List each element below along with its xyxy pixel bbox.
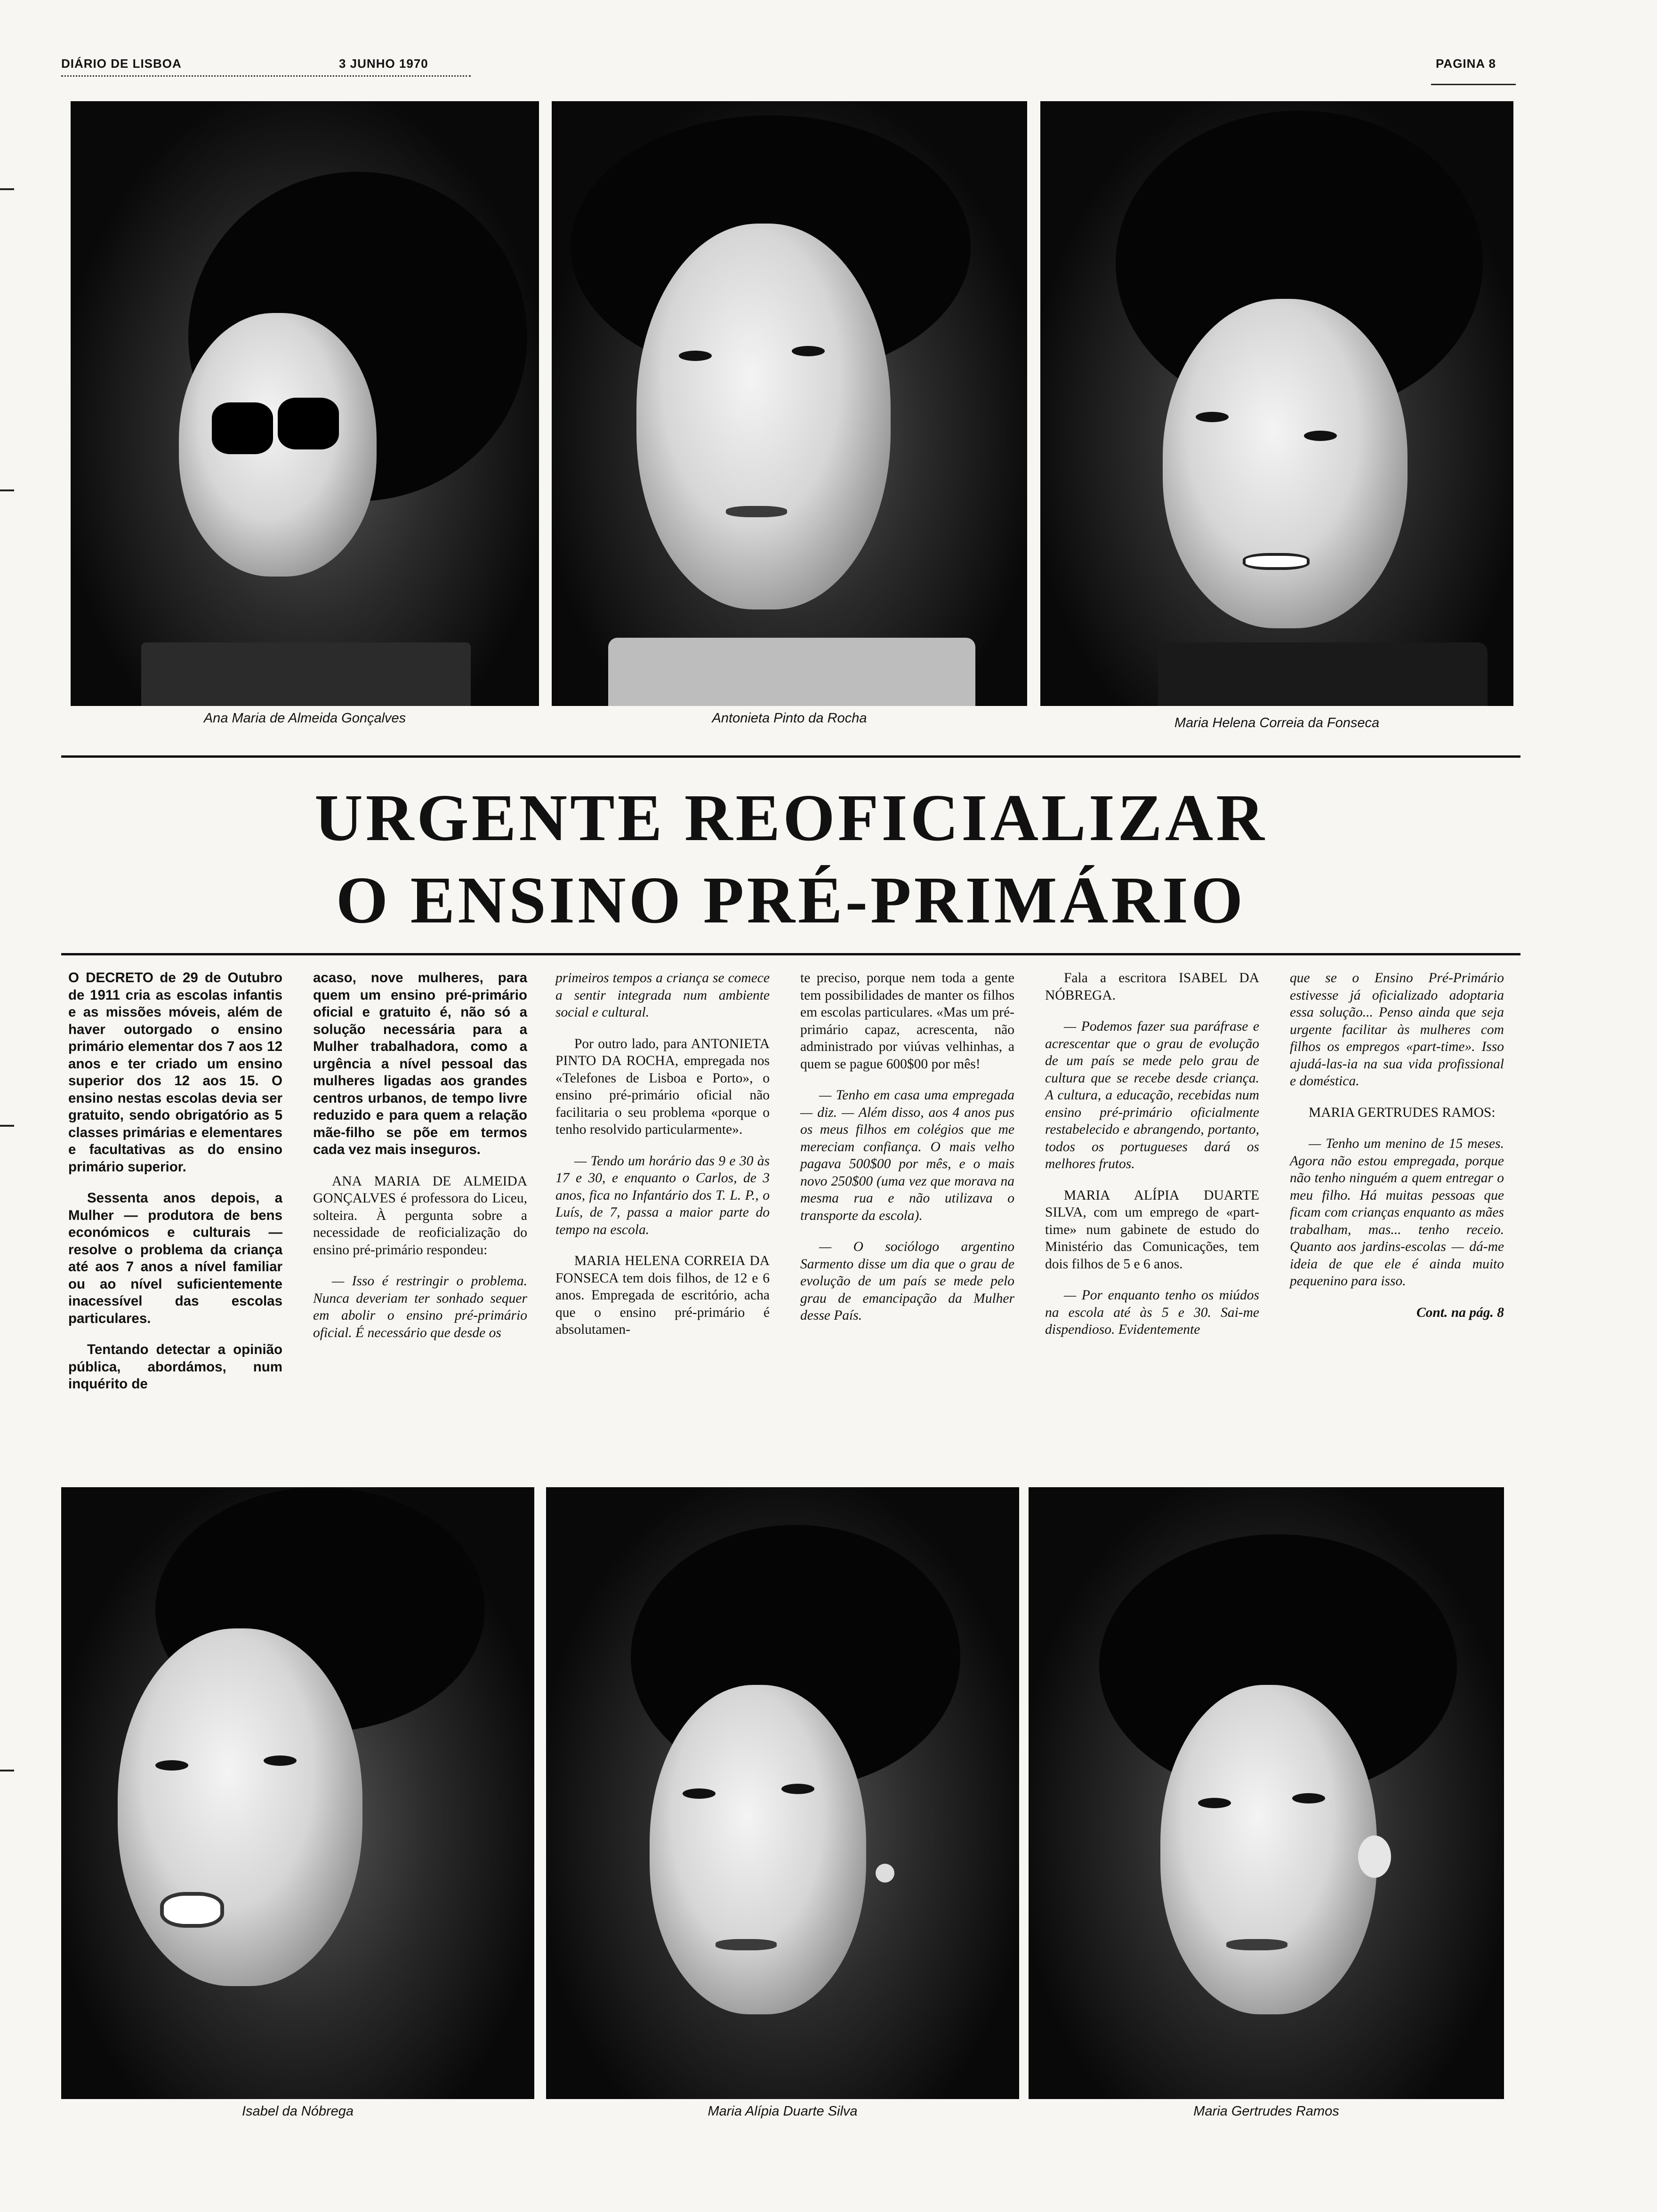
article-text: empregada nos «Telefones de Lisboa e Porto», o ensino pré-primário oficial não facilitaria o seu problema «porque o tenho resolvido particularmente». xyxy=(555,1053,770,1137)
article-text: Sessenta anos depois, a Mulher — produtora de bens económicos e culturais — resolve o problema da criança até aos 7 anos a nível familiar ou ao nível suficientemente inacessível das escolas particulares. xyxy=(68,1190,282,1326)
portrait-photo xyxy=(71,101,539,706)
interviewee-name: ISABEL DA NÓBREGA. xyxy=(1045,970,1260,1003)
article-text: Tentando detectar a opinião pública, abordámos, num inquérito de xyxy=(68,1342,282,1392)
continued-note: Cont. na pág. 8 xyxy=(1416,1305,1504,1320)
margin-mark xyxy=(0,1125,14,1127)
article-column-1 xyxy=(68,970,282,1407)
article-column-6 xyxy=(1290,970,1504,1335)
article-text: Fala a escritora xyxy=(1064,970,1166,986)
interviewee-name: MARIA GERTRUDES RAMOS: xyxy=(1309,1105,1496,1120)
article-column-5 xyxy=(1045,970,1259,1353)
portrait-photo xyxy=(61,1487,534,2099)
article-text: acaso, nove mulheres, para quem um ensino pré-primário oficial e gratuito é, não só a solução necessária para a Mulher trabalhadora, como a urgência a nível pessoal das mulheres ligadas aos grandes centros urbanos, de tempo livre reduzido e para quem a relação mãe-filho se põe em termos cada vez mais inseguros. xyxy=(313,970,527,1157)
article-text: tem dois filhos, de 12 e 6 anos. Empregada de escritório, acha que o ensino pré-primário é absolutamen- xyxy=(555,1270,770,1337)
article-column-3 xyxy=(555,970,770,1353)
article-text: é professora do Liceu, solteira. À pergunta sobre a necessidade de reoficialização do ensino pré-primário respondeu: xyxy=(313,1191,527,1258)
quote-text: — O sociólogo argentino Sarmento disse um dia que o grau de evolução de um país se mede pelo grau de emancipação da Mulher desse País. xyxy=(800,1239,1014,1323)
photo-caption: Maria Alípia Duarte Silva xyxy=(708,2104,858,2119)
quote-text: — Podemos fazer sua paráfrase e acrescentar que o grau de evolução de um país se mede pelo grau de cultura que se recebe desde criança. A cultura, a educação, recebidas num ensino pré-primário oficialmente restabelecido e abrangendo, portanto, todos os portugueses dará os melhores frutos. xyxy=(1045,1019,1259,1171)
header-rule xyxy=(61,75,471,77)
interviewee-name: ANTONIETA PINTO DA ROCHA, xyxy=(555,1036,770,1068)
quote-text: — Por enquanto tenho os miúdos na escola até às 5 e 30. Sai-me dispendioso. Evidentemente xyxy=(1045,1288,1259,1337)
article-column-2 xyxy=(313,970,527,1355)
photo-caption: Ana Maria de Almeida Gonçalves xyxy=(203,711,406,726)
headline-line-2: O ENSINO PRÉ-PRIMÁRIO xyxy=(336,863,1246,937)
interviewee-name: MARIA ALÍPIA DUARTE SILVA, xyxy=(1045,1187,1259,1220)
portrait-photo xyxy=(552,101,1027,706)
lead-word: O DECRETO xyxy=(68,970,153,986)
article-column-4 xyxy=(800,970,1014,1338)
photo-caption: Maria Helena Correia da Fonseca xyxy=(1174,715,1380,730)
article-text: com um emprego de «part-time» num gabinete de estudo do Ministério das Comunicações, tem dois filhos de 5 e 6 anos. xyxy=(1045,1205,1260,1272)
quote-text: que se o Ensino Pré-Primário estivesse já oficializado adoptaria essa solução... Penso ainda que seja urgente facilitar às mulheres com filhos os empregos «part-time». Isso ajudá-las-ia na sua vida profissional e doméstica. xyxy=(1290,970,1504,1089)
portrait-photo xyxy=(546,1487,1019,2099)
margin-mark xyxy=(0,489,14,491)
headline-rule xyxy=(61,953,1520,955)
newspaper-name: DIÁRIO DE LISBOA xyxy=(61,56,182,71)
issue-date: 3 JUNHO 1970 xyxy=(339,56,428,71)
photo-caption: Maria Gertrudes Ramos xyxy=(1193,2104,1339,2119)
quote-text: — Tenho em casa uma empregada — diz. — Além disso, aos 4 anos pus os meus filhos em colégios que me mereciam confiança. O mais velho pagava 500$00 por mês, e o mais novo 250$00 (uma vez que morava na mesma rua e não utilizava o transporte da escola). xyxy=(800,1088,1014,1223)
quote-text: — Tendo um horário das 9 e 30 às 17 e 30, e enquanto o Carlos, de 3 anos, fica no Infantário dos T. L. P., o Luís, de 7, passa a maior parte do tempo na escola. xyxy=(555,1153,770,1237)
portrait-photo xyxy=(1040,101,1513,706)
margin-mark xyxy=(0,1770,14,1771)
quote-text: — Isso é restringir o problema. Nunca deveriam ter sonhado sequer em abolir o ensino pré-primário oficial. É necessário que desde os xyxy=(313,1274,527,1340)
page-number: PAGINA 8 xyxy=(1436,56,1496,71)
quote-text: — Tenho um menino de 15 meses. Agora não estou empregada, porque não tenho ninguém a quem entregar o meu filho. Há muitas pessoas que ficam com crianças enquanto as mães trabalham, mas... tenho receio. Quanto aos jardins-escolas — dá-me ideia de que ele é ainda muito pequenino para isso. xyxy=(1290,1136,1504,1289)
photo-caption: Antonieta Pinto da Rocha xyxy=(712,711,867,726)
article-text: Por outro lado, para xyxy=(574,1036,687,1051)
interviewee-name: MARIA HELENA CORREIA DA FONSECA xyxy=(555,1253,770,1286)
quote-text: primeiros tempos a criança se comece a sentir integrada num ambiente social e cultural. xyxy=(555,970,770,1020)
portrait-photo xyxy=(1029,1487,1504,2099)
headline-rule xyxy=(61,755,1520,758)
header-rule xyxy=(1431,84,1516,85)
photo-caption: Isabel da Nóbrega xyxy=(242,2104,354,2119)
margin-mark xyxy=(0,188,14,190)
headline-line-1: URGENTE REOFICIALIZAR xyxy=(314,780,1267,855)
article-text: de 29 de Outubro de 1911 cria as escolas infantis e as missões móveis, além de haver outorgado o ensino primário elementar dos 7 aos 12 anos e ter criado um ensino superior dos 12 aos 15. O ensino nestas escolas devia ser gratuito, sendo obrigatório as 5 classes primárias e elementares e facultativas as do ensino primário superior. xyxy=(68,970,283,1175)
article-text: te preciso, porque nem toda a gente tem possibilidades de manter os filhos em escolas particulares. «Mas um pré-primário capaz, acrescenta, não administrado por viúvas velhinhas, a quem se pague 600$00 por mês! xyxy=(800,970,1014,1072)
interviewee-name: ANA MARIA DE ALMEIDA GONÇALVES xyxy=(313,1173,527,1206)
